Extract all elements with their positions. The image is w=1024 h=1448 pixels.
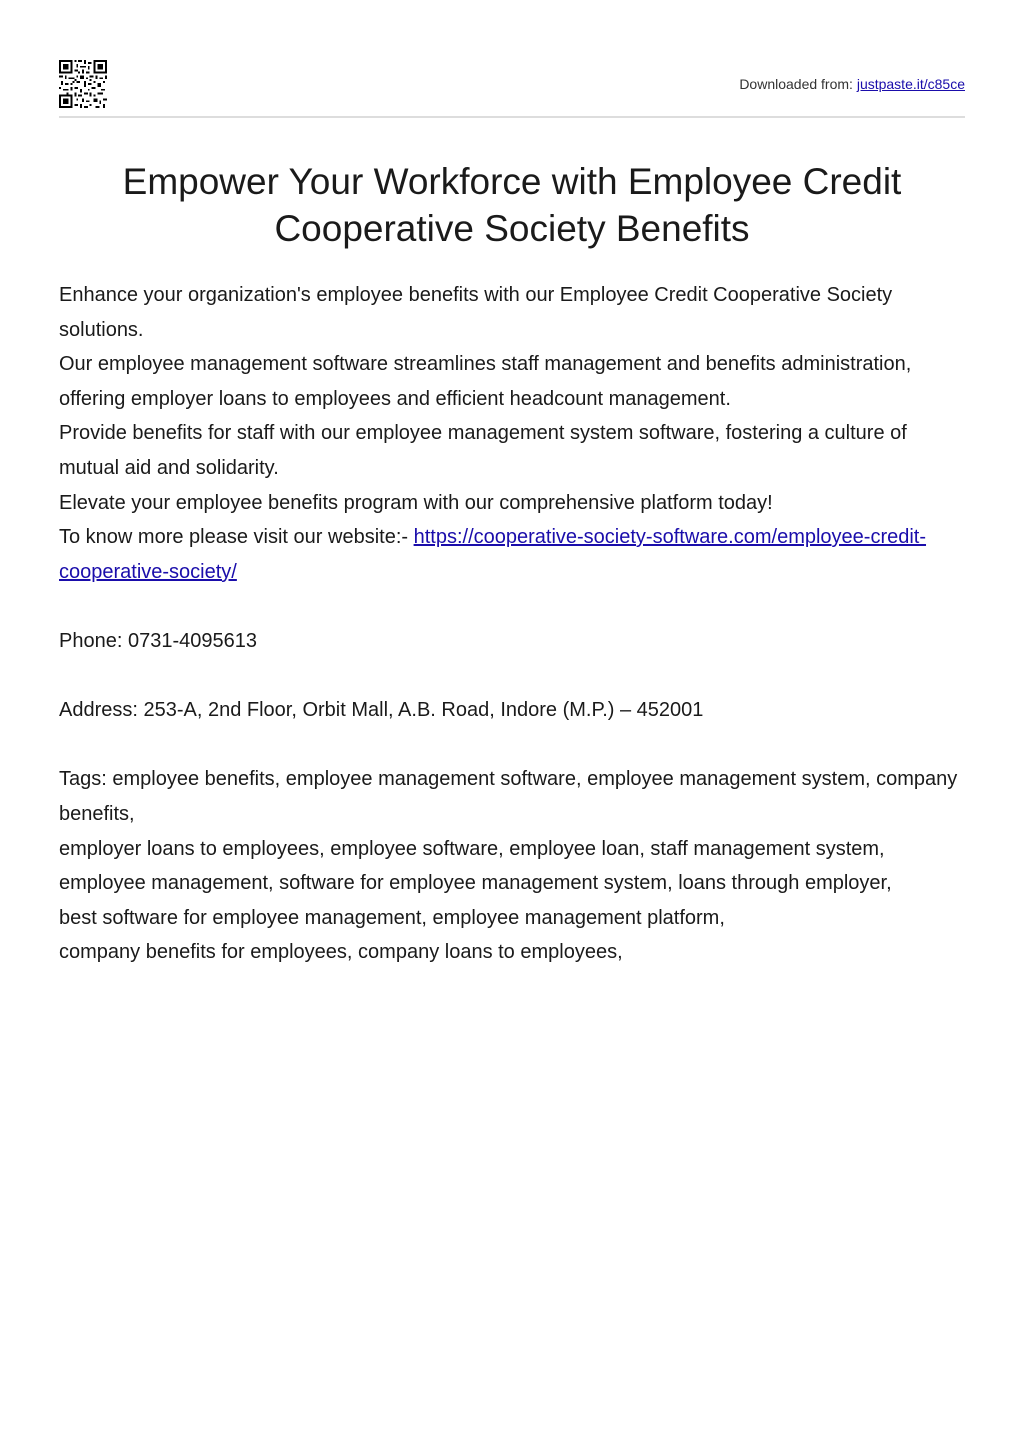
spacer: [59, 589, 969, 624]
website-paragraph: [59, 520, 969, 589]
elevate-paragraph: Elevate your employee benefits program with our comprehensive platform today!: [59, 491, 773, 514]
tags-line-1: Tags: employee benefits, employee management software, employee management system, company benefits,: [59, 768, 958, 825]
benefits-paragraph: Provide benefits for staff with our employee management system software, fostering a culture of mutual aid and solidarity.: [59, 422, 907, 479]
page-header: [59, 60, 965, 110]
qr-code-icon: [59, 60, 107, 108]
tags-line-5: company benefits for employees, company loans to employees,: [59, 941, 623, 964]
tags-line-3: employee management, software for employee management system, loans through employer,: [59, 872, 892, 895]
downloaded-from-note: [739, 76, 965, 92]
page-title: [59, 158, 965, 252]
title-line-1: Empower Your Workforce with Employee Credit: [122, 161, 902, 202]
tags-line-2: employer loans to employees, employee software, employee loan, staff management system,: [59, 837, 885, 860]
spacer: [59, 728, 969, 763]
spacer: [59, 659, 969, 694]
software-paragraph: Our employee management software streamlines staff management and benefits administration, offering employer loans to employees and efficient headcount management.: [59, 353, 912, 410]
tags-line-4: best software for employee management, employee management platform,: [59, 906, 725, 929]
address-line: Address: 253-A, 2nd Floor, Orbit Mall, A.B. Road, Indore (M.P.) – 452001: [59, 699, 704, 722]
intro-paragraph: Enhance your organization's employee benefits with our Employee Credit Cooperative Society solutions.: [59, 284, 893, 341]
header-divider: [59, 116, 965, 118]
website-link[interactable]: https://cooperative-society-software.com/employee-credit-cooperative-society/: [59, 526, 927, 583]
document-body: [59, 278, 969, 970]
downloaded-from-label: Downloaded from:: [739, 76, 857, 92]
phone-line: Phone: 0731-4095613: [59, 629, 257, 652]
source-link[interactable]: justpaste.it/c85ce: [856, 76, 965, 92]
title-line-2: Cooperative Society Benefits: [274, 208, 750, 249]
website-label: To know more please visit our website:-: [59, 526, 414, 549]
